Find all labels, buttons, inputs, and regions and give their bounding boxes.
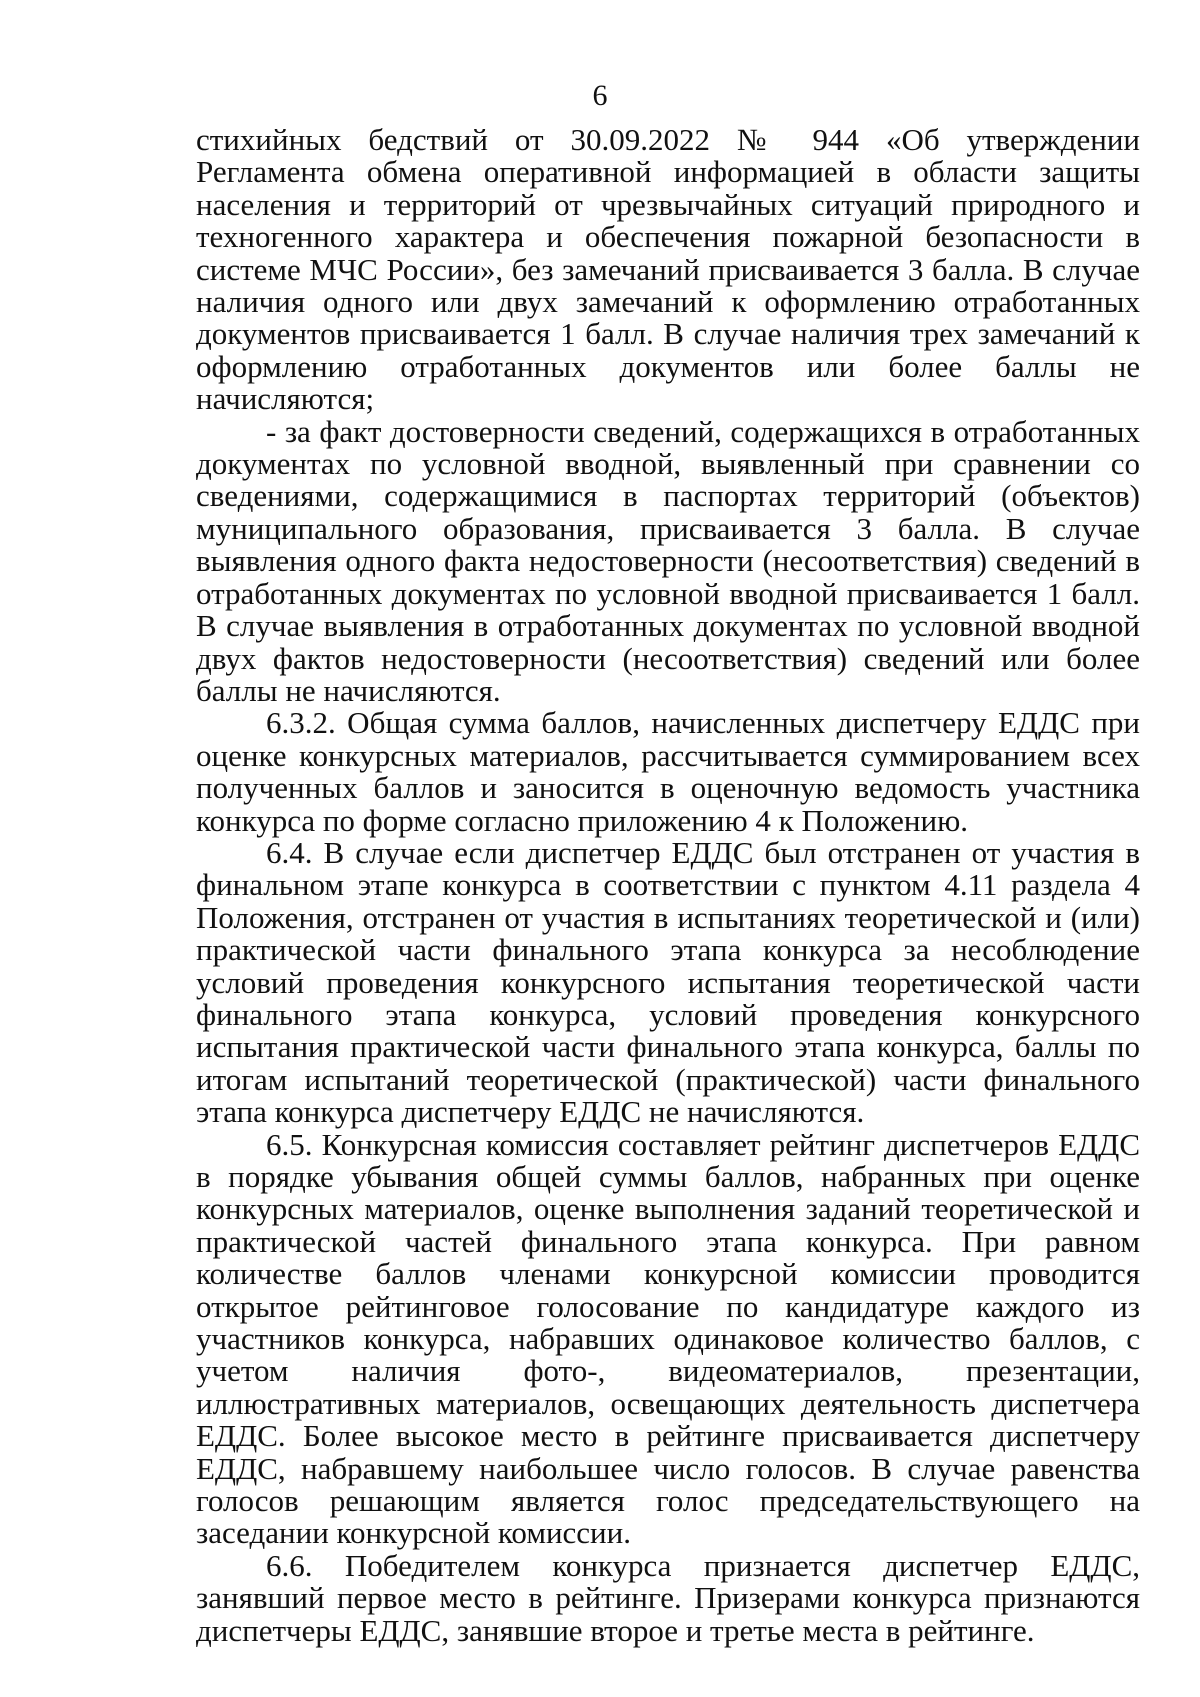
paragraph-data-reliability: - за факт достоверности сведений, содержащихся в отработанных документах по условной вводной, выявленный при сравнении со сведениями, содержащимися в паспортах территорий (объектов) муниципального образования, присваивается 3 балла. В случае выявления одного факта недостоверности (несоответствия) сведений в отработанных документах по условной вводной присваивается 1 балл. В случае выявления в отработанных документах по условной вводной двух фактов недостоверности (несоответствия) сведений или более баллы не начисляются. <box>196 413 1140 708</box>
paragraph-6-5: 6.5. Конкурсная комиссия составляет рейтинг диспетчеров ЕДДС в порядке убывания общей суммы баллов, набранных при оценке конкурсных материалов, оценке выполнения заданий теоретической и практической частей финального этапа конкурса. При равном количестве баллов членами конкурсной комиссии проводится открытое рейтинговое голосование по кандидатуре каждого из участников конкурса, набравших одинаковое количество баллов, с учетом наличия фото-, видеоматериалов, презентации, иллюстративных материалов, освещающих деятельность диспетчера ЕДДС. Более высокое место в рейтинге присваивается диспетчеру ЕДДС, набравшему наибольшее число голосов. В случае равенства голосов решающим является голос председательствующего на заседании конкурсной комиссии. <box>196 1126 1140 1551</box>
paragraph-6-4: 6.4. В случае если диспетчер ЕДДС был отстранен от участия в финальном этапе конкурса в соответствии с пунктом 4.11 раздела 4 Положения, отстранен от участия в испытаниях теоретической и (или) практической части финального этапа конкурса за несоблюдение условий проведения конкурсного испытания теоретической части финального этапа конкурса, условий проведения конкурсного испытания практической части финального этапа конкурса, баллы по итогам испытаний теоретической (практической) части финального этапа конкурса диспетчеру ЕДДС не начисляются. <box>196 834 1140 1130</box>
paragraph-6-6: 6.6. Победителем конкурса признается диспетчер ЕДДС, занявший первое место в рейтинге. Призерами конкурса признаются диспетчеры ЕДДС, занявшие второе и третье места в рейтинге. <box>196 1547 1140 1648</box>
document-body <box>196 124 1140 1647</box>
paragraph-6-3-2: 6.3.2. Общая сумма баллов, начисленных диспетчеру ЕДДС при оценке конкурсных материалов, рассчитывается суммированием всех полученных баллов и заносится в оценочную ведомость участника конкурса по форме согласно приложению 4 к Положению. <box>196 705 1140 838</box>
paragraph-continuation-regulation: стихийных бедствий от 30.09.2022 № 944 «Об утверждении Регламента обмена оперативной информацией в области защиты населения и территорий от чрезвычайных ситуаций природного и техногенного характера и обеспечения пожарной безопасности в системе МЧС России», без замечаний присваивается 3 балла. В случае наличия одного или двух замечаний к оформлению отработанных документов присваивается 1 балл. В случае наличия трех замечаний к оформлению отработанных документов или более баллы не начисляются; <box>196 122 1140 417</box>
page-number: 6 <box>592 79 608 112</box>
